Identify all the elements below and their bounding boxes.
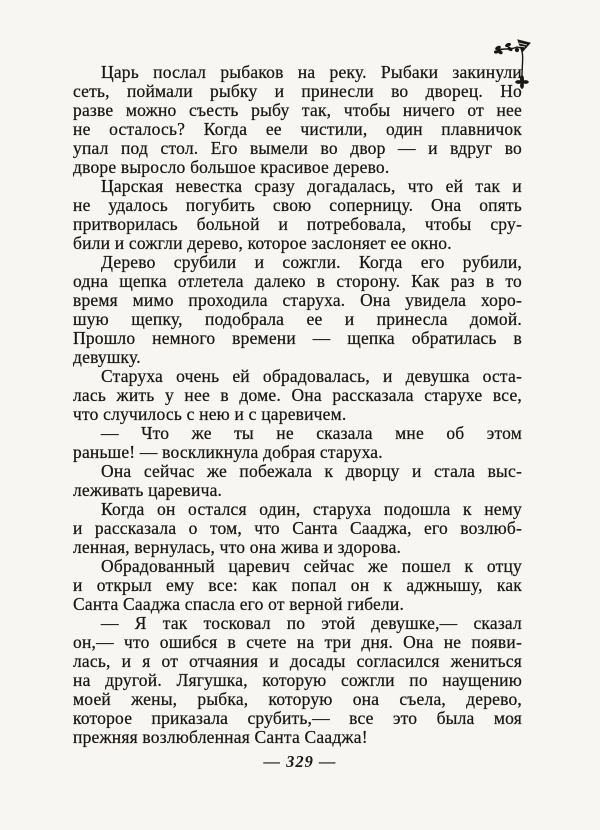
- text-line: Прошло немного времени — щепка обратилась в: [73, 328, 522, 348]
- text-line: сеть, поймали рыбку и принесли во дворец. Но: [73, 81, 522, 101]
- text-line: на другой. Лягушка, которую сожгли по наущению: [73, 670, 522, 690]
- text-line: Когда он остался один, старуха подошла к нему: [101, 499, 522, 519]
- text-line: не осталось? Когда ее чистили, один плавничок: [73, 119, 522, 139]
- text-line: Обрадованный царевич сейчас же пошел к отцу: [101, 556, 522, 576]
- text-line: и открыл ему все: как попал он к аджнышу, как: [73, 575, 522, 595]
- text-line: притворилась больной и потребовала, чтобы сру-: [73, 214, 522, 234]
- text-line: лась жить у нее в доме. Она рассказала старухе все,: [73, 385, 522, 405]
- text-line: били и сожгли дерево, которое заслоняет ее окно.: [73, 233, 452, 253]
- text-line: — Я так тосковал по этой девушке,— сказал: [101, 613, 522, 633]
- text-line: Царь послал рыбаков на реку. Рыбаки закинули: [101, 62, 522, 82]
- text-line: не удалось погубить свою соперницу. Она опять: [73, 195, 522, 215]
- page-number: — 329 —: [263, 752, 337, 771]
- text-line: Царская невестка сразу догадалась, что ей так и: [101, 176, 522, 196]
- text-line: дворе выросло большое красивое дерево.: [73, 157, 390, 177]
- text-line: раньше! — воскликнула добрая старуха.: [73, 442, 383, 462]
- story-text: [73, 63, 522, 747]
- text-line: и рассказала о том, что Санта Сааджа, его возлюб-: [73, 518, 522, 538]
- text-line: Дерево срубили и сожгли. Когда его рубили,: [101, 252, 522, 272]
- text-line: — Что же ты не сказала мне об этом: [101, 423, 522, 443]
- text-line: Она сейчас же побежала к дворцу и стала выс-: [101, 461, 522, 481]
- text-line: Санта Сааджа спасла его от верной гибели.: [73, 594, 405, 614]
- text-line: девушку.: [73, 347, 141, 367]
- text-line: время мимо проходила старуха. Она увидела хоро-: [73, 290, 522, 310]
- text-line: разве можно съесть рыбу так, чтобы ничего от нее: [73, 100, 522, 120]
- text-line: лась, и я от отчаяния и досады согласился жениться: [73, 651, 522, 671]
- text-line: что случилось с нею и с царевичем.: [73, 404, 347, 424]
- text-line: прежняя возлюбленная Санта Сааджа!: [73, 727, 368, 747]
- text-line: которое приказала срубить,— все это была моя: [73, 708, 522, 728]
- text-line: Старуха очень ей обрадовалась, и девушка оста-: [101, 366, 522, 386]
- text-line: упал под стол. Его вымели во двор — и вдруг во: [73, 138, 522, 158]
- text-line: шую щепку, подобрала ее и принесла домой.: [73, 309, 522, 329]
- text-line: ленная, вернулась, что она жива и здорова.: [73, 537, 402, 557]
- text-line: леживать царевича.: [73, 480, 223, 500]
- text-line: он,— что ошибся в счете на три дня. Она не появи-: [73, 632, 522, 652]
- text-line: моей жены, рыбка, которую она съела, дерево,: [73, 689, 522, 709]
- text-line: одна щепка отлетела далеко в сторону. Как раз в то: [73, 271, 522, 291]
